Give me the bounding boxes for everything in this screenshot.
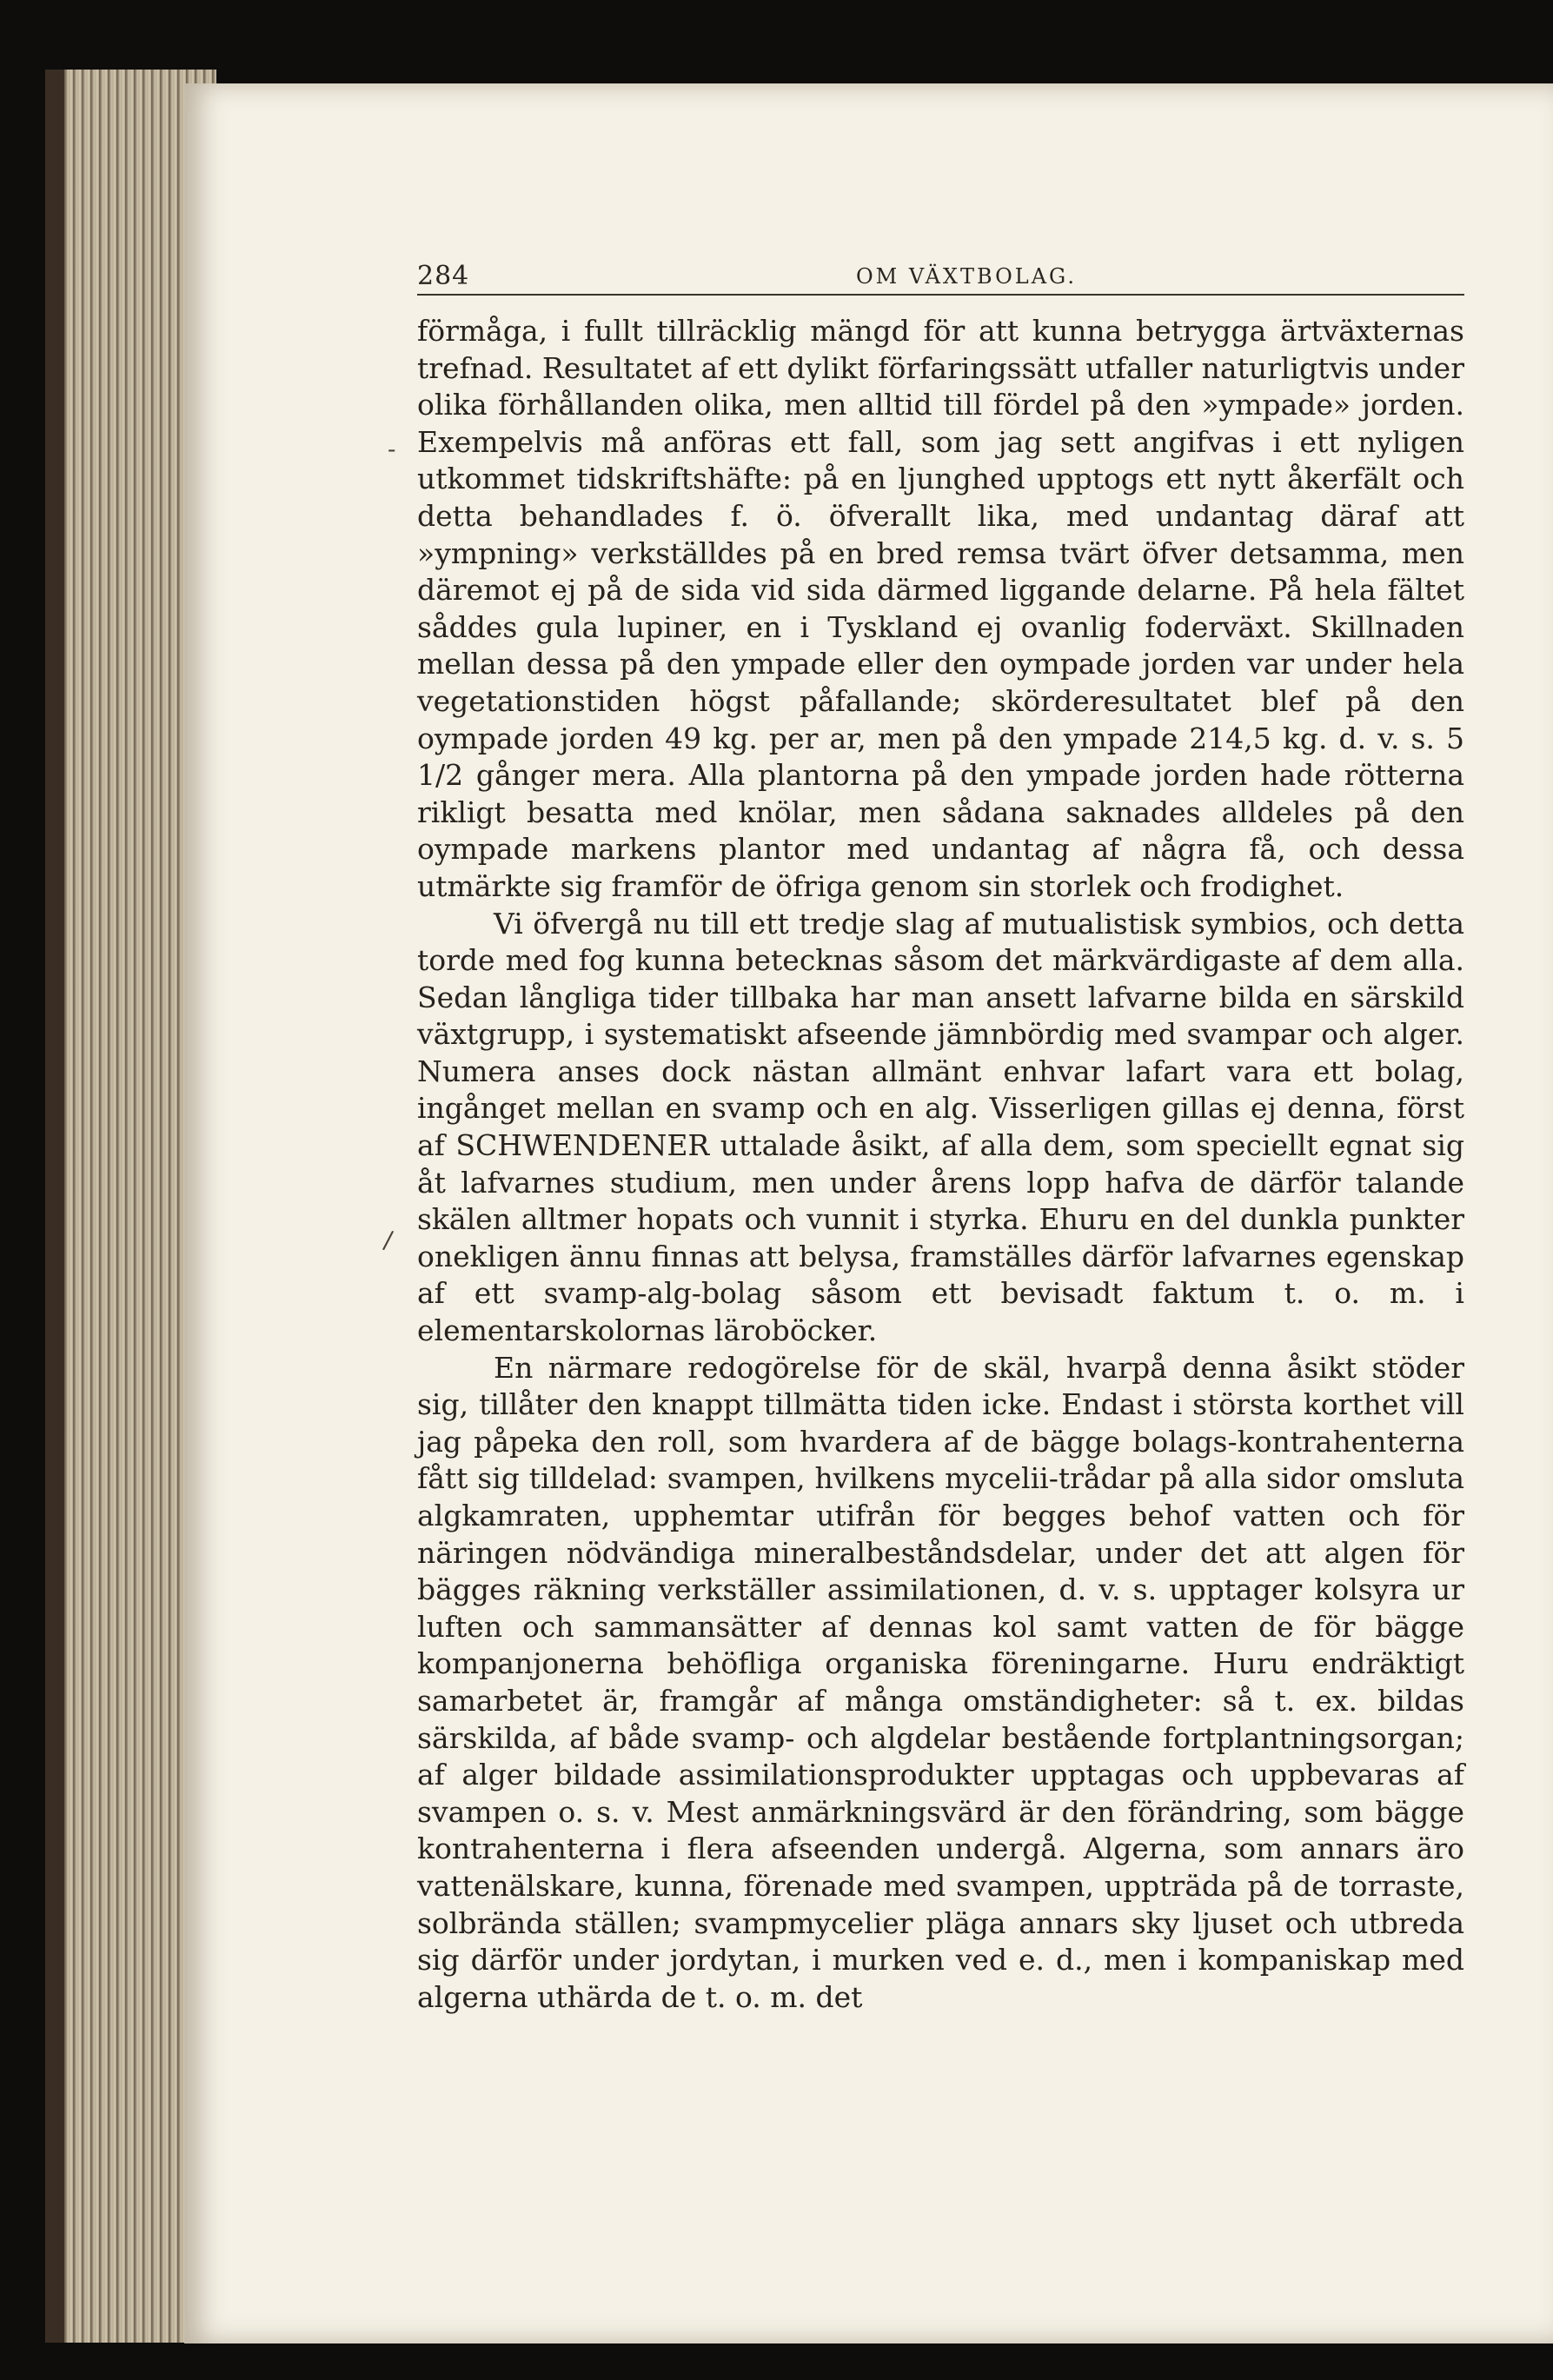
margin-slash-mark: / [382, 1225, 395, 1255]
page-number: 284 [417, 261, 470, 291]
page-header [417, 261, 1464, 296]
paragraph-1: förmåga, i fullt tillräcklig mängd för att kunna betrygga ärtväxternas trefnad. Resultatet af ett dylikt förfaringssätt utfaller naturligtvis under olika förhållanden olika, men alltid till fördel på den »ympade» jorden. Exempelvis må anföras ett fall, som jag sett angifvas i ett nyligen utkommet tidskriftshäfte: på en ljunghed upptogs ett nytt åkerfält och detta behandlades f. ö. öfverallt lika, med undantag däraf att »ympning» verkställdes på en bred remsa tvärt öfver detsamma, men däremot ej på de sida vid sida därmed liggande delarne. På hela fältet såddes gula lupiner, en i Tyskland ej ovanlig foderväxt. Skillnaden mellan dessa på den ympade eller den oympade jorden var under hela vegetationstiden högst påfallande; skörderesultatet blef på den oympade jorden 49 kg. per ar, men på den ympade 214,5 kg. d. v. s. 5 1/2 gånger mera. Alla plantorna på den ympade jorden hade rötterna rikligt besatta med knölar, men sådana saknades alldeles på den oympade markens plantor med undantag af några få, och dessa utmärkte sig framför de öfriga genom sin storlek och frodighet. [417, 314, 1464, 903]
paragraph-2: Vi öfvergå nu till ett tredje slag af mutualistisk symbios, och detta torde med fog kunna betecknas såsom det märkvärdigaste af dem alla. Sedan långliga tider tillbaka har man ansett lafvarne bilda en särskild växtgrupp, i systematiskt afseende jämnbördig med svampar och alger. Numera anses dock nästan allmänt enhvar lafart vara ett bolag, ingånget mellan en svamp och en alg. Visserligen gillas ej denna, först af SCHWENDENER uttalade åsikt, af alla dem, som speciellt egnat sig åt lafvarnes studium, men under årens lopp hafva de därför talande skälen alltmer hopats och vunnit i styrka. Ehuru en del dunkla punkter onekligen ännu finnas att belysa, framställes därför lafvarnes egenskap af ett svamp-alg-bolag såsom ett bevisadt faktum t. o. m. i elementarskolornas läroböcker. [417, 906, 1464, 1348]
margin-dash-mark: - [388, 435, 396, 463]
paragraph-3: En närmare redogörelse för de skäl, hvarpå denna åsikt stöder sig, tillåter den knappt tillmätta tiden icke. Endast i största korthet vill jag påpeka den roll, som hvardera af de bägge bolags-kontrahenterna fått sig tilldelad: svampen, hvilkens mycelii-trådar på alla sidor omsluta algkamraten, upphemtar utifrån för begges behof vatten och för näringen nödvändiga mineralbeståndsdelar, under det att algen för bägges räkning verkställer assimilationen, d. v. s. upptager kolsyra ur luften och sammansätter af dennas kol samt vatten de för bägge kompanjonerna behöfliga organiska föreningarne. Huru endräktigt samarbetet är, framgår af många omständigheter: så t. ex. bildas särskilda, af både svamp- och algdelar bestående fortplantningsorgan; af alger bildade assimilationsprodukter upptagas och uppbevaras af svampen o. s. v. Mest anmärkningsvärd är den förändring, som bägge kontrahenterna i flera afseenden undergå. Algerna, som annars äro vattenälskare, kunna, förenade med svampen, uppträda på de torraste, solbrända ställen; svampmycelier pläga annars sky ljuset och utbreda sig därför under jordytan, i murken ved e. d., men i kompaniskap med algerna uthärda de t. o. m. det [417, 1350, 1464, 2014]
page-body-text [417, 313, 1464, 2016]
running-head: OM VÄXTBOLAG. [856, 264, 1077, 289]
